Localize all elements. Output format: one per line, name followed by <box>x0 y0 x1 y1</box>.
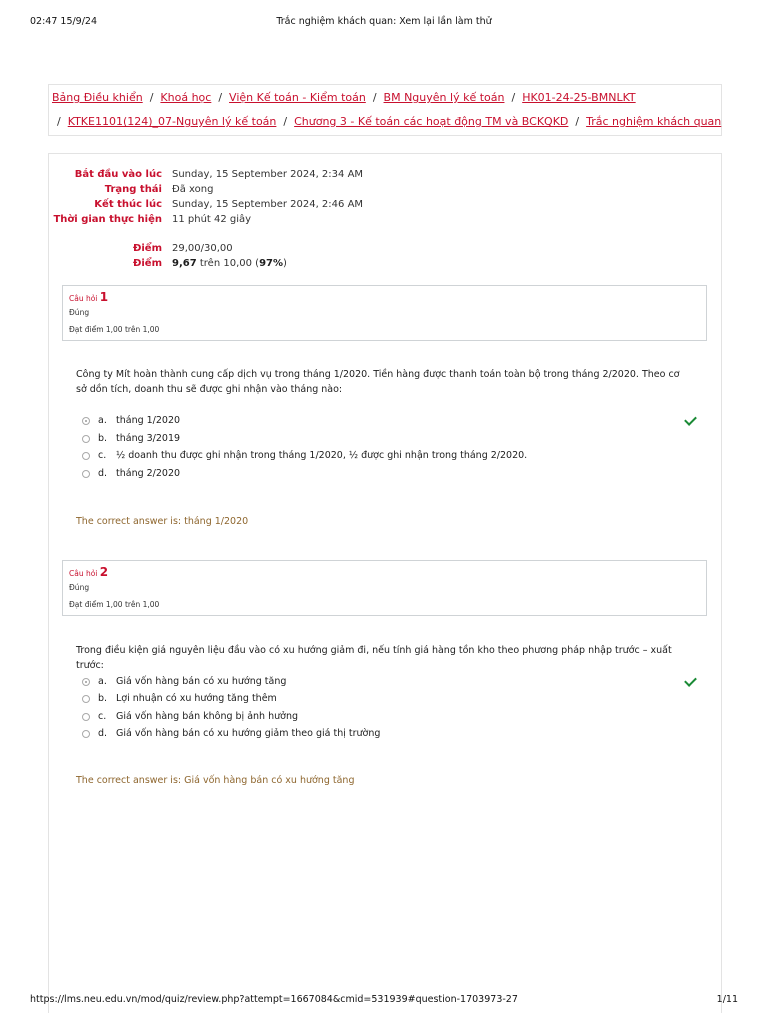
question-number-value: 2 <box>99 565 109 579</box>
breadcrumb-separator: / <box>218 91 223 104</box>
question-state: Đúng <box>69 308 90 317</box>
correct-check-icon <box>684 674 697 687</box>
question-prefix: Câu hỏi <box>69 569 100 578</box>
answer-radio[interactable] <box>82 730 90 738</box>
question-grade: Đạt điểm 1,00 trên 1,00 <box>69 600 160 609</box>
summary-row-started <box>49 168 449 183</box>
correct-answer-feedback: The correct answer is: tháng 1/2020 <box>76 516 249 527</box>
answer-text: Lợi nhuận có xu hướng tăng thêm <box>116 693 277 704</box>
question-number-value: 1 <box>99 290 109 304</box>
answer-option-b[interactable] <box>82 693 682 707</box>
question-grade: Đạt điểm 1,00 trên 1,00 <box>69 325 160 334</box>
summary-label: Kết thúc lúc <box>94 199 162 210</box>
summary-value: Sunday, 15 September 2024, 2:46 AM <box>172 199 364 210</box>
answer-radio[interactable] <box>82 713 90 721</box>
answer-radio[interactable] <box>82 678 90 686</box>
answer-letter: d. <box>98 468 108 479</box>
answer-text: tháng 3/2019 <box>116 433 181 444</box>
summary-label: Thời gian thực hiện <box>53 214 162 225</box>
question-number <box>69 290 108 304</box>
question-prefix: Câu hỏi <box>69 294 100 303</box>
breadcrumb-separator: / <box>57 115 61 128</box>
quiz-review-region <box>48 153 722 1013</box>
answer-letter: d. <box>98 728 108 739</box>
answer-letter: b. <box>98 433 108 444</box>
answer-letter: a. <box>98 415 107 426</box>
answer-option-a[interactable] <box>82 676 682 690</box>
breadcrumb-separator: / <box>283 115 288 128</box>
breadcrumb-courses[interactable]: Khoá học <box>160 91 212 104</box>
attempt-summary <box>49 168 449 272</box>
answer-letter: c. <box>98 711 107 722</box>
grade-middle: trên 10,00 ( <box>196 258 260 269</box>
answer-letter: b. <box>98 693 108 704</box>
grade-score: 9,67 <box>172 258 197 269</box>
breadcrumb-separator: / <box>149 91 154 104</box>
summary-row-marks <box>49 242 449 257</box>
summary-label: Điểm <box>132 258 162 269</box>
answer-radio[interactable] <box>82 695 90 703</box>
print-url: https://lms.neu.edu.vn/mod/quiz/review.php?attempt=1667084&cmid=531939#question-1703973-27 <box>30 994 518 1005</box>
answer-text: Giá vốn hàng bán không bị ảnh hưởng <box>116 711 299 722</box>
breadcrumb-separator: / <box>511 91 516 104</box>
answer-option-b[interactable] <box>82 433 682 447</box>
answer-radio[interactable] <box>82 417 90 425</box>
grade-percent: 97% <box>259 258 283 269</box>
print-datetime: 02:47 15/9/24 <box>30 16 98 27</box>
answer-letter: c. <box>98 450 107 461</box>
answer-text: Giá vốn hàng bán có xu hướng giảm theo giá thị trường <box>116 728 381 739</box>
answer-letter: a. <box>98 676 107 687</box>
summary-label: Bắt đầu vào lúc <box>74 169 162 180</box>
print-title: Trắc nghiệm khách quan: Xem lại lần làm thử <box>276 16 492 27</box>
answer-radio[interactable] <box>82 435 90 443</box>
summary-value: Sunday, 15 September 2024, 2:34 AM <box>172 169 364 180</box>
breadcrumb-institute[interactable]: Viện Kế toán - Kiểm toán <box>229 91 366 104</box>
question-number <box>69 565 108 579</box>
breadcrumb-department[interactable]: BM Nguyên lý kế toán <box>383 91 505 104</box>
correct-check-icon <box>684 413 697 426</box>
question-text: Công ty Mít hoàn thành cung cấp dịch vụ trong tháng 1/2020. Tiền hàng được thanh toán toàn bộ trong tháng 2/2020. Theo cơ sở dồn tích, doanh thu sẽ được ghi nhận vào tháng nào: <box>76 369 680 395</box>
answer-option-d[interactable] <box>82 728 682 742</box>
answer-text: tháng 1/2020 <box>116 415 181 426</box>
summary-row-state <box>49 183 449 198</box>
breadcrumb-quiz[interactable]: Trắc nghiệm khách quan <box>586 115 722 128</box>
breadcrumb-dashboard[interactable]: Bảng Điều khiển <box>52 91 143 104</box>
breadcrumb <box>48 84 722 136</box>
summary-row-completed <box>49 198 449 213</box>
answer-option-d[interactable] <box>82 468 682 482</box>
answer-radio[interactable] <box>82 470 90 478</box>
answer-option-a[interactable] <box>82 415 682 429</box>
summary-row-grade <box>49 257 449 272</box>
answer-option-c[interactable] <box>82 450 682 464</box>
correct-answer-feedback: The correct answer is: Giá vốn hàng bán có xu hướng tăng <box>76 775 355 786</box>
question-info-2 <box>62 560 707 616</box>
question-text: Trong điều kiện giá nguyên liệu đầu vào có xu hướng giảm đi, nếu tính giá hàng tồn kho theo phương pháp nhập trước – xuất trước: <box>76 645 672 671</box>
answer-option-c[interactable] <box>82 711 682 725</box>
summary-label: Điểm <box>132 243 162 254</box>
answer-text: tháng 2/2020 <box>116 468 181 479</box>
answer-radio[interactable] <box>82 452 90 460</box>
breadcrumb-separator: / <box>372 91 377 104</box>
summary-value: 11 phút 42 giây <box>172 214 252 225</box>
breadcrumb-chapter[interactable]: Chương 3 - Kế toán các hoạt động TM và BCKQKD <box>294 115 569 128</box>
print-page-number: 1/11 <box>716 994 738 1005</box>
breadcrumb-separator: / <box>575 115 580 128</box>
breadcrumb-course[interactable]: KTKE1101(124)_07-Nguyên lý kế toán <box>67 115 277 128</box>
summary-value: 29,00/30,00 <box>172 243 233 254</box>
summary-label: Trạng thái <box>104 184 162 195</box>
summary-value: Đã xong <box>172 184 214 195</box>
question-info-1 <box>62 285 707 341</box>
summary-row-time <box>49 213 449 242</box>
question-state: Đúng <box>69 583 90 592</box>
answer-text: Giá vốn hàng bán có xu hướng tăng <box>116 676 287 687</box>
grade-end: ) <box>283 258 287 269</box>
summary-value <box>172 257 287 271</box>
breadcrumb-semester[interactable]: HK01-24-25-BMNLKT <box>522 91 636 104</box>
answer-text: ½ doanh thu được ghi nhận trong tháng 1/2020, ½ được ghi nhận trong tháng 2/2020. <box>116 450 528 461</box>
